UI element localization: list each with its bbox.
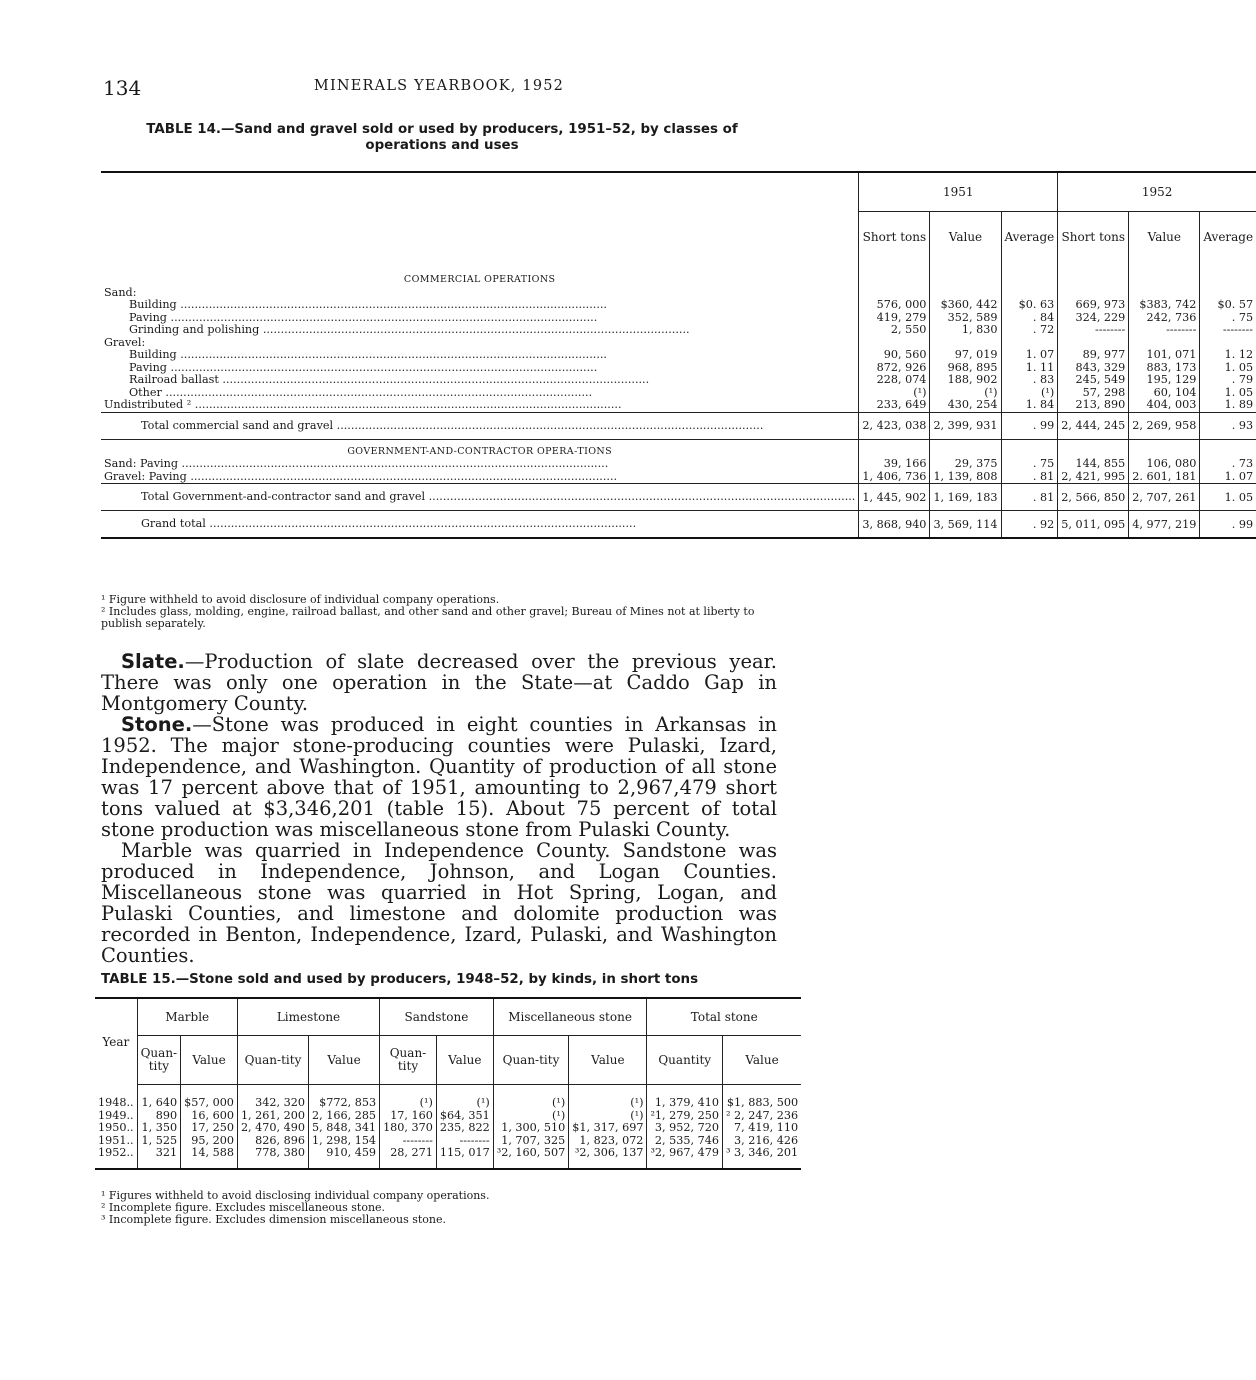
table15-subheader: Quan-tity [380,1036,437,1085]
table14-cell: $360, 442 [930,299,1001,312]
table15-cell: ³2, 306, 137 [569,1147,647,1169]
table14-cell [930,262,1001,287]
table14-row-label [101,484,859,511]
table14-row-label: Gravel: [104,335,146,349]
table14-cell [930,439,1001,458]
table14-row-label-text: Total Government-and-contractor sand and gravel ........................................................................................................................ [141,490,856,503]
table14-footnotes [101,594,781,630]
table14-cell: 188, 902 [930,374,1001,387]
table14-cell: 1. 05 [1200,484,1256,511]
table14-cell: 97, 019 [930,349,1001,362]
table14-row [101,349,1256,362]
table14-footnote-2: ² Includes glass, molding, engine, railroad ballast, and other sand and other gravel; Bureau of Mines not at liberty to publish separately. [101,605,755,630]
table14-row-label-text: Total commercial sand and gravel ........................................................................................................................ [141,418,764,432]
table15-cell: $64, 351 [436,1110,493,1123]
table14-cell: 419, 279 [859,312,930,325]
table14-cell [1200,262,1256,287]
table15-cell: 17, 160 [380,1110,437,1123]
table15-cell: 115, 017 [436,1147,493,1169]
table14-cell: -------- [1200,324,1256,337]
table15-cell: 95, 200 [181,1135,238,1148]
table14-cell: 2. 601, 181 [1129,471,1200,484]
table14-cell [859,262,930,287]
table14-row-label-text: Building ........................................................................................................................ [129,298,607,311]
table15-group-total-stone: Total stone [647,998,801,1036]
table14-cell: $0. 63 [1001,299,1058,312]
table15-cell: 1, 707, 325 [493,1135,569,1148]
table14-stub-header [101,172,859,262]
table14-cell: $383, 742 [1129,299,1200,312]
table14-row-label [101,299,859,312]
table14-cell: 1. 89 [1200,399,1256,412]
table14-cell: 4, 977, 219 [1129,511,1200,539]
table14-cell: 89, 977 [1058,349,1129,362]
table14-cell: . 75 [1001,458,1058,471]
table15-cell: ³2, 160, 507 [493,1147,569,1169]
slate-heading: Slate. [121,650,185,673]
table14-cell: (¹) [859,387,930,400]
table15-row [95,1147,801,1169]
table14-cell: 2, 421, 995 [1058,471,1129,484]
table14-row-label-text: Railroad ballast ........................................................................................................................ [129,373,650,386]
table15-cell: ³2, 967, 479 [647,1147,723,1169]
table14-cell: . 81 [1001,484,1058,511]
table14-cell: 1, 445, 902 [859,484,930,511]
table15-cell: (¹) [436,1085,493,1110]
table14-cell [1001,439,1058,458]
table14-cell: . 92 [1001,511,1058,539]
table14-cell: 430, 254 [930,399,1001,412]
table15-row [95,1085,801,1110]
table15-cell: $1, 883, 500 [722,1085,801,1110]
table15-cell: 890 [137,1110,181,1123]
table14-cell: 57, 298 [1058,387,1129,400]
table14-col-average-1951: Average [1001,212,1058,263]
paragraph-stone [101,714,777,840]
table15-cell: 2, 535, 746 [647,1135,723,1148]
table15 [95,997,801,1170]
table15-cell: 1, 379, 410 [647,1085,723,1110]
table15-cell: (¹) [493,1110,569,1123]
table14-cell: 576, 000 [859,299,930,312]
table15-cell: (¹) [493,1085,569,1110]
table14-cell [1200,439,1256,458]
table14-cell: -------- [1058,324,1129,337]
table14-cell: 1, 139, 808 [930,471,1001,484]
table14-col-value-1951: Value [930,212,1001,263]
table14-cell: 90, 560 [859,349,930,362]
table15-year: 1949.. [98,1108,134,1122]
table14-year-1951: 1951 [859,172,1058,212]
table14-row-label-text: Other ........................................................................................................................ [129,385,593,399]
table14-row-label-text: Grinding and polishing ........................................................................................................................ [129,323,690,336]
table15-subheader: Value [181,1036,238,1085]
table14-year-1952: 1952 [1058,172,1256,212]
table14-row-label-text: Gravel: Paving ........................................................................................................................ [104,469,618,483]
table15-cell: 1, 525 [137,1135,181,1148]
table14-cell: 1. 07 [1001,349,1058,362]
table15-subheader: Value [722,1036,801,1085]
table14-cell: 242, 736 [1129,312,1200,325]
table14-cell: 1. 05 [1200,387,1256,400]
table14-cell: . 99 [1001,412,1058,439]
table15-cell: 321 [137,1147,181,1169]
table14-cell: 2, 550 [859,324,930,337]
table14-row-label-text: Sand: Paving ........................................................................................................................ [104,457,609,470]
table14-cell [1129,262,1200,287]
table15-cell: -------- [380,1135,437,1148]
table14-row-label: GOVERNMENT-AND-CONTRACTOR OPERA-TIONS [347,445,613,457]
table14-cell: 144, 855 [1058,458,1129,471]
table14-cell: 245, 549 [1058,374,1129,387]
table14-row-label [101,399,859,412]
table14-row [101,511,1256,539]
table14-cell: 1, 830 [930,324,1001,337]
table14-row [101,262,1256,287]
table14-cell: 669, 973 [1058,299,1129,312]
table15-cell: (¹) [380,1085,437,1110]
table14-cell: 2, 269, 958 [1129,412,1200,439]
table15-cell: 17, 250 [181,1122,238,1135]
table14-row [101,484,1256,511]
table15-cell: (¹) [569,1110,647,1123]
table15-row [95,1122,801,1135]
table14-cell: 29, 375 [930,458,1001,471]
table14-cell: 106, 080 [1129,458,1200,471]
table15-group-limestone: Limestone [237,998,379,1036]
table15-cell: 2, 470, 490 [237,1122,308,1135]
table14-cell: . 75 [1200,312,1256,325]
table14-cell [1001,262,1058,287]
table14-cell: 1. 12 [1200,349,1256,362]
table15-group-marble: Marble [137,998,237,1036]
slate-text: —Production of slate decreased over the previous year. There was only one operation in the State—at Caddo Gap in Montgomery County. [101,650,777,715]
table14-row-label [101,511,859,539]
table14-cell: 60, 104 [1129,387,1200,400]
table15-cell: -------- [436,1135,493,1148]
table14-cell: $0. 57 [1200,299,1256,312]
table14-row-label-text: Undistributed ² ........................................................................................................................ [104,398,622,411]
table14-cell [1129,439,1200,458]
table14-row [101,399,1256,412]
table14-row-label-text: Grand total ........................................................................................................................ [141,517,637,530]
table14-cell [1058,262,1129,287]
table15-year: 1951.. [98,1133,134,1147]
table14-cell: (¹) [1001,387,1058,400]
running-head [103,76,775,100]
table15-cell: 1, 823, 072 [569,1135,647,1148]
table15-cell: ²1, 279, 250 [647,1110,723,1123]
table14-cell: 5, 011, 095 [1058,511,1129,539]
paragraph-slate [101,651,777,714]
table14-row-label-text: Paving ........................................................................................................................ [129,360,598,374]
table15-cell: 5, 848, 341 [309,1122,380,1135]
table14-cell: . 99 [1200,511,1256,539]
stone-heading: Stone. [121,713,193,736]
table14-cell: 843, 329 [1058,362,1129,375]
table14-row-label: Sand: [104,285,137,299]
table14-cell: 233, 649 [859,399,930,412]
table15-cell: 1, 300, 510 [493,1122,569,1135]
table14-footnote-1: ¹ Figure withheld to avoid disclosure of individual company operations. [101,593,500,606]
table15-cell: ² 2, 247, 236 [722,1110,801,1123]
paragraph-marble: Marble was quarried in Independence County. Sandstone was produced in Independence, Johnson, and Logan Counties. Miscellaneous stone was quarried in Hot Spring, Logan, and Pulaski Counties, and limestone and dolomite production was recorded in Benton, Independence, Izard, Pulaski, and Washington Counties. [101,839,777,967]
table15-cell: $772, 853 [309,1085,380,1110]
table14-cell: 324, 229 [1058,312,1129,325]
table15-subheader: Quan-tity [493,1036,569,1085]
table14-cell: . 81 [1001,471,1058,484]
table14-cell: 872, 926 [859,362,930,375]
table15-cell: 1, 298, 154 [309,1135,380,1148]
table15-cell: 1, 640 [137,1085,181,1110]
table15-cell: 778, 380 [237,1147,308,1169]
table15-cell: 14, 588 [181,1147,238,1169]
table15-subheader: Quan-tity [137,1036,181,1085]
table14-cell: . 83 [1001,374,1058,387]
table14-cell: 404, 003 [1129,399,1200,412]
table14-row [101,324,1256,337]
table15-year: 1950.. [98,1121,134,1134]
table15-subheader: Value [309,1036,380,1085]
table14-cell: 883, 173 [1129,362,1200,375]
table14-caption-line1: TABLE 14.—Sand and gravel sold or used by producers, 1951–52, by classes of [146,122,738,137]
table14-cell: 1. 07 [1200,471,1256,484]
table15-cell: 3, 952, 720 [647,1122,723,1135]
table15-cell: 7, 419, 110 [722,1122,801,1135]
table15-cell: $57, 000 [181,1085,238,1110]
table15-year-header: Year [95,998,137,1085]
table15-cell: 826, 896 [237,1135,308,1148]
table14-cell [1058,439,1129,458]
table14-cell: 2, 423, 038 [859,412,930,439]
table14-cell: 2, 566, 850 [1058,484,1129,511]
table14-cell: 2, 444, 245 [1058,412,1129,439]
table15-cell: 28, 271 [380,1147,437,1169]
table15-cell: 235, 822 [436,1122,493,1135]
table15-group-misc-stone: Miscellaneous stone [493,998,647,1036]
table15-footnote-3: ³ Incomplete figure. Excludes dimension miscellaneous stone. [101,1213,446,1226]
table14-col-short-tons-1951: Short tons [859,212,930,263]
table14-cell: . 84 [1001,312,1058,325]
table14-cell: 39, 166 [859,458,930,471]
table14-row [101,299,1256,312]
table14-row-label [101,412,859,439]
table15-cell: 180, 370 [380,1122,437,1135]
table14-row-label [101,458,859,471]
table15-footnotes [101,1190,781,1226]
table15-year: 1948.. [98,1095,134,1109]
table14-cell: 228, 074 [859,374,930,387]
table14-cell: 2, 399, 931 [930,412,1001,439]
table15-cell: 342, 320 [237,1085,308,1110]
table14-cell: 352, 589 [930,312,1001,325]
table14-cell: 1. 05 [1200,362,1256,375]
table14-caption-line2: operations and uses [365,138,519,153]
table15-cell: 1, 261, 200 [237,1110,308,1123]
stone-text: —Stone was produced in eight counties in Arkansas in 1952. The major stone-producing counties were Pulaski, Izard, Independence, and Washington. Quantity of production of all stone was 17 percent above that of 1951, amounting to 2,967,479 short tons valued at $3,346,201 (table 15). About 75 percent of total stone production was miscellaneous stone from Pulaski County. [101,713,777,841]
table15-subheader: Value [436,1036,493,1085]
table15-cell: 910, 459 [309,1147,380,1169]
table15-cell: (¹) [569,1085,647,1110]
table15-cell: 1, 350 [137,1122,181,1135]
table14-body [101,262,1256,538]
table15-footnote-2: ² Incomplete figure. Excludes miscellaneous stone. [101,1201,386,1214]
table15-subheader: Quantity [647,1036,723,1085]
table15-cell: 3, 216, 426 [722,1135,801,1148]
table14-cell [859,439,930,458]
table14-cell: 1. 11 [1001,362,1058,375]
table14-row-label [101,349,859,362]
table14-cell: 1, 406, 736 [859,471,930,484]
table15-subheader: Value [569,1036,647,1085]
table14-col-short-tons-1952: Short tons [1058,212,1129,263]
table14-cell: 2, 707, 261 [1129,484,1200,511]
table15-subheader: Quan-tity [237,1036,308,1085]
table14-col-average-1952: Average [1200,212,1256,263]
table14-cell: 213, 890 [1058,399,1129,412]
table14-cell: 1, 169, 183 [930,484,1001,511]
body-text [101,651,777,966]
table14-row [101,458,1256,471]
table14-col-value-1952: Value [1129,212,1200,263]
table14-row-label-text: Paving ........................................................................................................................ [129,310,598,324]
table14-cell: 3, 868, 940 [859,511,930,539]
table14-row [101,374,1256,387]
table15-body [95,1085,801,1169]
table14-caption [103,122,781,154]
table14-row-label-text: Building ........................................................................................................................ [129,348,607,361]
table14-row [101,439,1256,458]
table14-row [101,471,1256,484]
table15-cell: $1, 317, 697 [569,1122,647,1135]
table14-cell: 1. 84 [1001,399,1058,412]
table14-cell: 968, 895 [930,362,1001,375]
table14-cell: 195, 129 [1129,374,1200,387]
page-number: 134 [103,76,142,100]
table14-cell: -------- [1129,324,1200,337]
table15-caption: TABLE 15.—Stone sold and used by producers, 1948–52, by kinds, in short tons [101,972,699,987]
table14-row [101,412,1256,439]
table14-row-label [101,374,859,387]
table15-footnote-1: ¹ Figures withheld to avoid disclosing individual company operations. [101,1189,490,1202]
table14-cell: 101, 071 [1129,349,1200,362]
table14-row-label: COMMERCIAL OPERATIONS [403,274,556,285]
table14-cell: . 73 [1200,458,1256,471]
table14-row-label [101,471,859,484]
table15-group-sandstone: Sandstone [380,998,494,1036]
table15-subheader-row [95,1036,801,1085]
table15-year: 1952.. [98,1146,134,1159]
table15-cell: 2, 166, 285 [309,1110,380,1123]
table14 [101,171,1256,539]
running-title: MINERALS YEARBOOK, 1952 [313,78,565,94]
table14-cell: . 79 [1200,374,1256,387]
table14-cell: . 93 [1200,412,1256,439]
table14-cell: . 72 [1001,324,1058,337]
table14-row-label [101,324,859,337]
table14-cell: (¹) [930,387,1001,400]
table15-cell: 16, 600 [181,1110,238,1123]
table15-cell: ³ 3, 346, 201 [722,1147,801,1169]
table14-cell: 3, 569, 114 [930,511,1001,539]
